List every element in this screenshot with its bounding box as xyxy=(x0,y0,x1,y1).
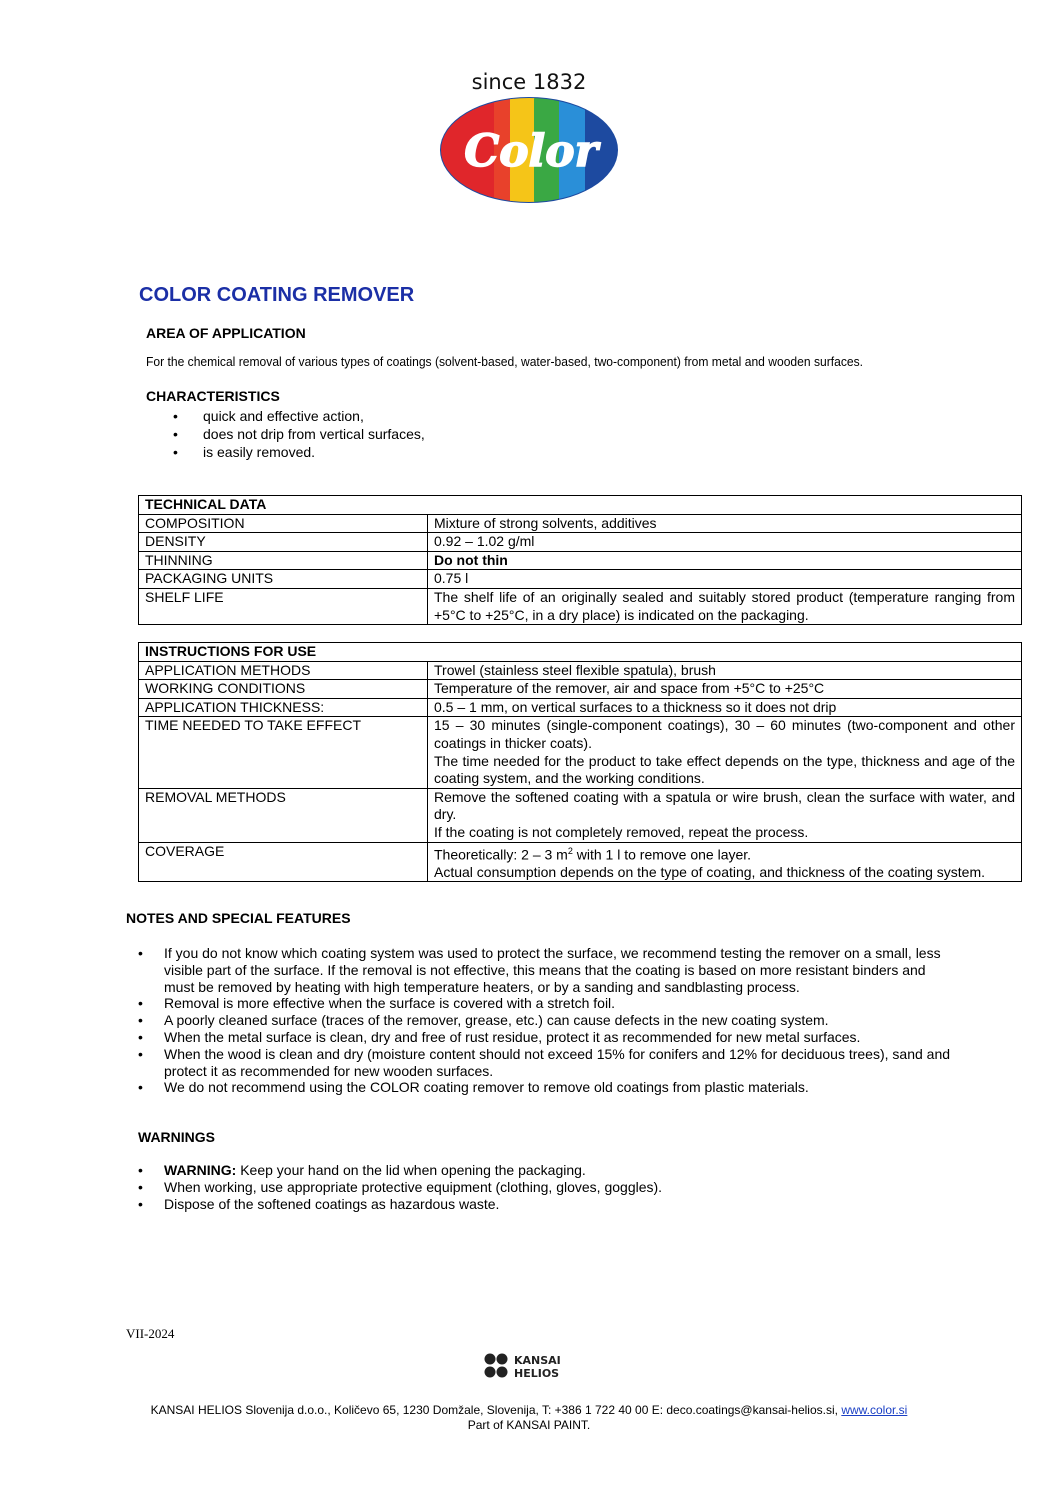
row-key: SHELF LIFE xyxy=(139,588,428,624)
characteristics-heading: CHARACTERISTICS xyxy=(146,388,280,404)
revision-date: VII-2024 xyxy=(126,1326,175,1341)
list-item: • We do not recommend using the COLOR coating remover to remove old coatings from plastic materials. xyxy=(164,1079,954,1096)
table-heading: INSTRUCTIONS FOR USE xyxy=(139,643,1022,662)
color-logo xyxy=(438,62,620,204)
list-item: • is easily removed. xyxy=(203,443,425,461)
footer-address: KANSAI HELIOS Slovenija d.o.o., Količevo 65, 1230 Domžale, Slovenija, T: +386 1 722 40 00 E: deco.coatings@kansai-helios.si, xyxy=(150,1403,842,1417)
row-value-line: The time needed for the product to take effect depends on the type, thickness and age of the coating system, and the working conditions. xyxy=(434,752,1015,787)
table-row xyxy=(139,551,1022,570)
row-value: Do not thin xyxy=(428,551,1022,570)
table-row xyxy=(139,842,1022,882)
row-value xyxy=(428,842,1022,882)
coverage-b: with 1 l to remove one layer. xyxy=(572,846,752,863)
row-value xyxy=(428,788,1022,842)
row-value xyxy=(428,717,1022,788)
table-row xyxy=(139,514,1022,533)
warnings-heading: WARNINGS xyxy=(138,1129,215,1145)
row-key: WORKING CONDITIONS xyxy=(139,680,428,699)
table-row xyxy=(139,588,1022,624)
list-item: • If you do not know which coating system was used to protect the surface, we recommend testing the remover on a small, less visible part of the surface. If the removal is not effective, this means that the coating is based on more resistant binders and must be removed by heating with high temperature heaters, or by a sanding and sandblasting process. xyxy=(164,945,954,995)
warning-text: Keep your hand on the lid when opening the packaging. xyxy=(236,1162,586,1178)
list-item: • quick and effective action, xyxy=(203,407,425,425)
notes-list xyxy=(164,945,954,1096)
area-heading: AREA OF APPLICATION xyxy=(146,325,306,341)
list-item xyxy=(164,1162,662,1179)
coverage-a: Theoretically: 2 – 3 m xyxy=(434,846,568,863)
list-item: • When working, use appropriate protective equipment (clothing, gloves, goggles). xyxy=(164,1179,662,1196)
footer-part-of: Part of KANSAI PAINT. xyxy=(467,1418,591,1432)
row-key: APPLICATION METHODS xyxy=(139,661,428,680)
kansai-text: KANSAI xyxy=(514,1354,561,1367)
instructions-table xyxy=(138,642,1022,882)
table-row xyxy=(139,533,1022,552)
footer-line xyxy=(0,1403,1058,1418)
warnings-list xyxy=(164,1162,662,1213)
table-row xyxy=(139,661,1022,680)
row-value-line: If the coating is not completely removed, repeat the process. xyxy=(434,823,809,840)
table-row xyxy=(139,698,1022,717)
list-item: • A poorly cleaned surface (traces of the remover, grease, etc.) can cause defects in the new coating system. xyxy=(164,1012,954,1029)
row-key: COVERAGE xyxy=(139,842,428,882)
technical-data-table xyxy=(138,495,1022,625)
row-key: COMPOSITION xyxy=(139,514,428,533)
row-key: TIME NEEDED TO TAKE EFFECT xyxy=(139,717,428,788)
logo-color-text: Color xyxy=(464,126,598,177)
area-text: For the chemical removal of various types of coatings (solvent-based, water-based, two-component) from metal and wooden surfaces. xyxy=(146,354,864,369)
notes-heading: NOTES AND SPECIAL FEATURES xyxy=(126,910,351,926)
characteristics-list xyxy=(203,407,425,461)
table-heading: TECHNICAL DATA xyxy=(139,496,1022,515)
row-value: Mixture of strong solvents, additives xyxy=(428,514,1022,533)
row-value: 0.75 l xyxy=(428,570,1022,589)
row-value: Temperature of the remover, air and space from +5°C to +25°C xyxy=(428,680,1022,699)
list-item: • When the wood is clean and dry (moisture content should not exceed 15% for conifers and 12% for deciduous trees), sand and protect it as recommended for new wooden surfaces. xyxy=(164,1046,954,1080)
row-key: APPLICATION THICKNESS: xyxy=(139,698,428,717)
row-value-line: 15 – 30 minutes (single-component coatings), 30 – 60 minutes (two-component and other coatings in thicker coats). xyxy=(434,717,1015,751)
helios-text: HELIOS xyxy=(514,1367,560,1380)
footer xyxy=(0,1403,1058,1433)
row-key: DENSITY xyxy=(139,533,428,552)
logo-since-text: since 1832 xyxy=(471,70,587,94)
list-item: • When the metal surface is clean, dry and free of rust residue, protect it as recommended for new metal surfaces. xyxy=(164,1029,954,1046)
row-value: The shelf life of an originally sealed and suitably stored product (temperature ranging from +5°C to +25°C, in a dry place) is indicated on the packaging. xyxy=(428,588,1022,624)
row-value: Trowel (stainless steel flexible spatula), brush xyxy=(428,661,1022,680)
row-value-line: Actual consumption depends on the type of coating, and thickness of the coating system. xyxy=(434,863,986,880)
row-value: 0.92 – 1.02 g/ml xyxy=(428,533,1022,552)
row-value-line: Remove the softened coating with a spatula or wire brush, clean the surface with water, and dry. xyxy=(434,788,1015,823)
row-value-line xyxy=(434,843,1015,864)
list-item: • Removal is more effective when the surface is covered with a stretch foil. xyxy=(164,995,954,1012)
row-key: REMOVAL METHODS xyxy=(139,788,428,842)
table-row xyxy=(139,717,1022,788)
row-key: THINNING xyxy=(139,551,428,570)
kansai-helios-logo xyxy=(484,1352,584,1382)
row-value: 0.5 – 1 mm, on vertical surfaces to a thickness so it does not drip xyxy=(428,698,1022,717)
list-item: • Dispose of the softened coatings as hazardous waste. xyxy=(164,1196,662,1213)
table-row xyxy=(139,680,1022,699)
table-row xyxy=(139,570,1022,589)
row-key: PACKAGING UNITS xyxy=(139,570,428,589)
table-row xyxy=(139,788,1022,842)
warning-label: WARNING: xyxy=(164,1162,237,1178)
coverage-sup: 2 xyxy=(567,845,573,856)
list-item: • does not drip from vertical surfaces, xyxy=(203,425,425,443)
website-link[interactable]: www.color.si xyxy=(841,1403,908,1417)
page-title: COLOR COATING REMOVER xyxy=(139,284,415,306)
